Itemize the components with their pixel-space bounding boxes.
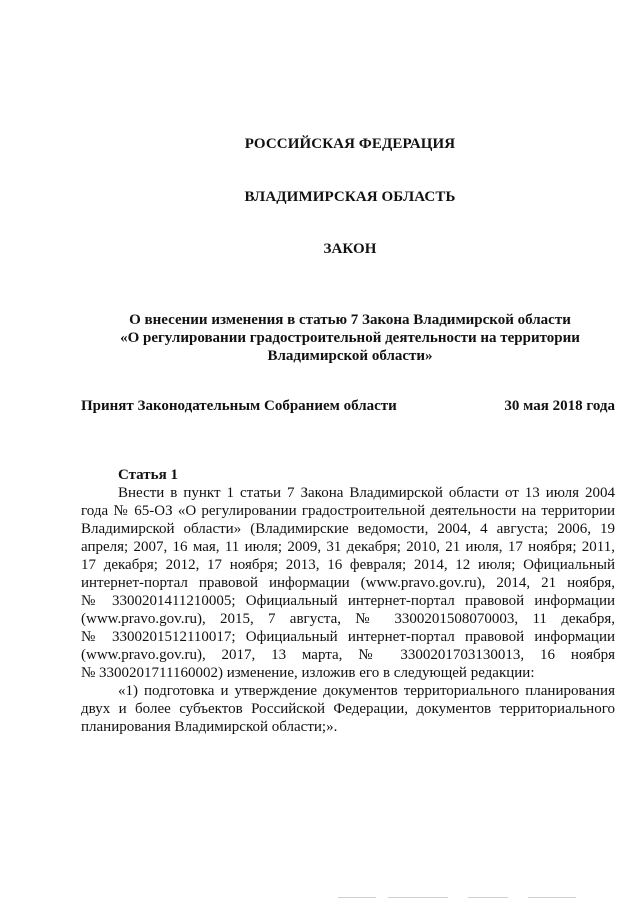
- scan-artifact-line: [388, 897, 448, 898]
- scan-artifact-line: [528, 897, 576, 898]
- scan-artifact-line: [338, 897, 376, 898]
- article-text-line: Внести в пункт 1 статьи 7 Закона Владимирской области от 13 июля 2004: [118, 485, 615, 501]
- article-text-line: (www.pravo.gov.ru), 2017, 13 марта, № 3300201703130013, 16 ноября: [81, 647, 615, 663]
- article-text-line: апреля; 2007, 16 мая, 11 июля; 2009, 31 декабря; 2010, 21 июля, 17 ноября; 2011,: [81, 539, 615, 555]
- article-text-line: «1) подготовка и утверждение документов территориального планирования: [118, 683, 615, 699]
- article-text-line: интернет-портал правовой информации (www.pravo.gov.ru), 2014, 21 ноября,: [81, 575, 615, 591]
- article-text-line: двух и более субъектов Российской Федерации, документов территориального: [81, 701, 615, 717]
- law-title-line: Владимирской области»: [267, 348, 433, 364]
- article-text-line: № 3300201711160002) изменение, изложив его в следующей редакции:: [81, 665, 535, 681]
- article-1: [81, 466, 615, 736]
- region-heading: ВЛАДИМИРСКАЯ ОБЛАСТЬ: [244, 189, 456, 205]
- article-text-line: 17 декабря; 2012, 17 ноября; 2013, 16 февраля; 2014, 12 июля; Официальный: [81, 557, 615, 573]
- article-text-line: № 3300201411210005; Официальный интернет-портал правовой информации: [81, 593, 615, 609]
- article-title: Статья 1: [118, 467, 178, 483]
- law-title: [100, 311, 600, 365]
- adoption-date: 30 мая 2018 года: [504, 398, 615, 414]
- article-text-line: планирования Владимирской области;».: [81, 719, 338, 735]
- law-title-line: «О регулировании градостроительной деятельности на территории: [120, 330, 580, 346]
- adopted-by: Принят Законодательным Собранием области: [81, 398, 397, 414]
- article-text-line: года № 65-ОЗ «О регулировании градостроительной деятельности на территории: [81, 503, 615, 519]
- law-title-line: О внесении изменения в статью 7 Закона Владимирской области: [129, 312, 571, 328]
- article-text-line: (www.pravo.gov.ru), 2015, 7 августа, № 3300201508070003, 11 декабря,: [81, 611, 615, 627]
- country-heading: РОССИЙСКАЯ ФЕДЕРАЦИЯ: [244, 136, 456, 152]
- scan-artifact-line: [468, 897, 508, 898]
- document-type-heading: ЗАКОН: [323, 241, 377, 257]
- article-text-line: № 3300201512110017; Официальный интернет-портал правовой информации: [81, 629, 615, 645]
- article-text-line: Владимирской области» (Владимирские ведомости, 2004, 4 августа; 2006, 19: [81, 521, 615, 537]
